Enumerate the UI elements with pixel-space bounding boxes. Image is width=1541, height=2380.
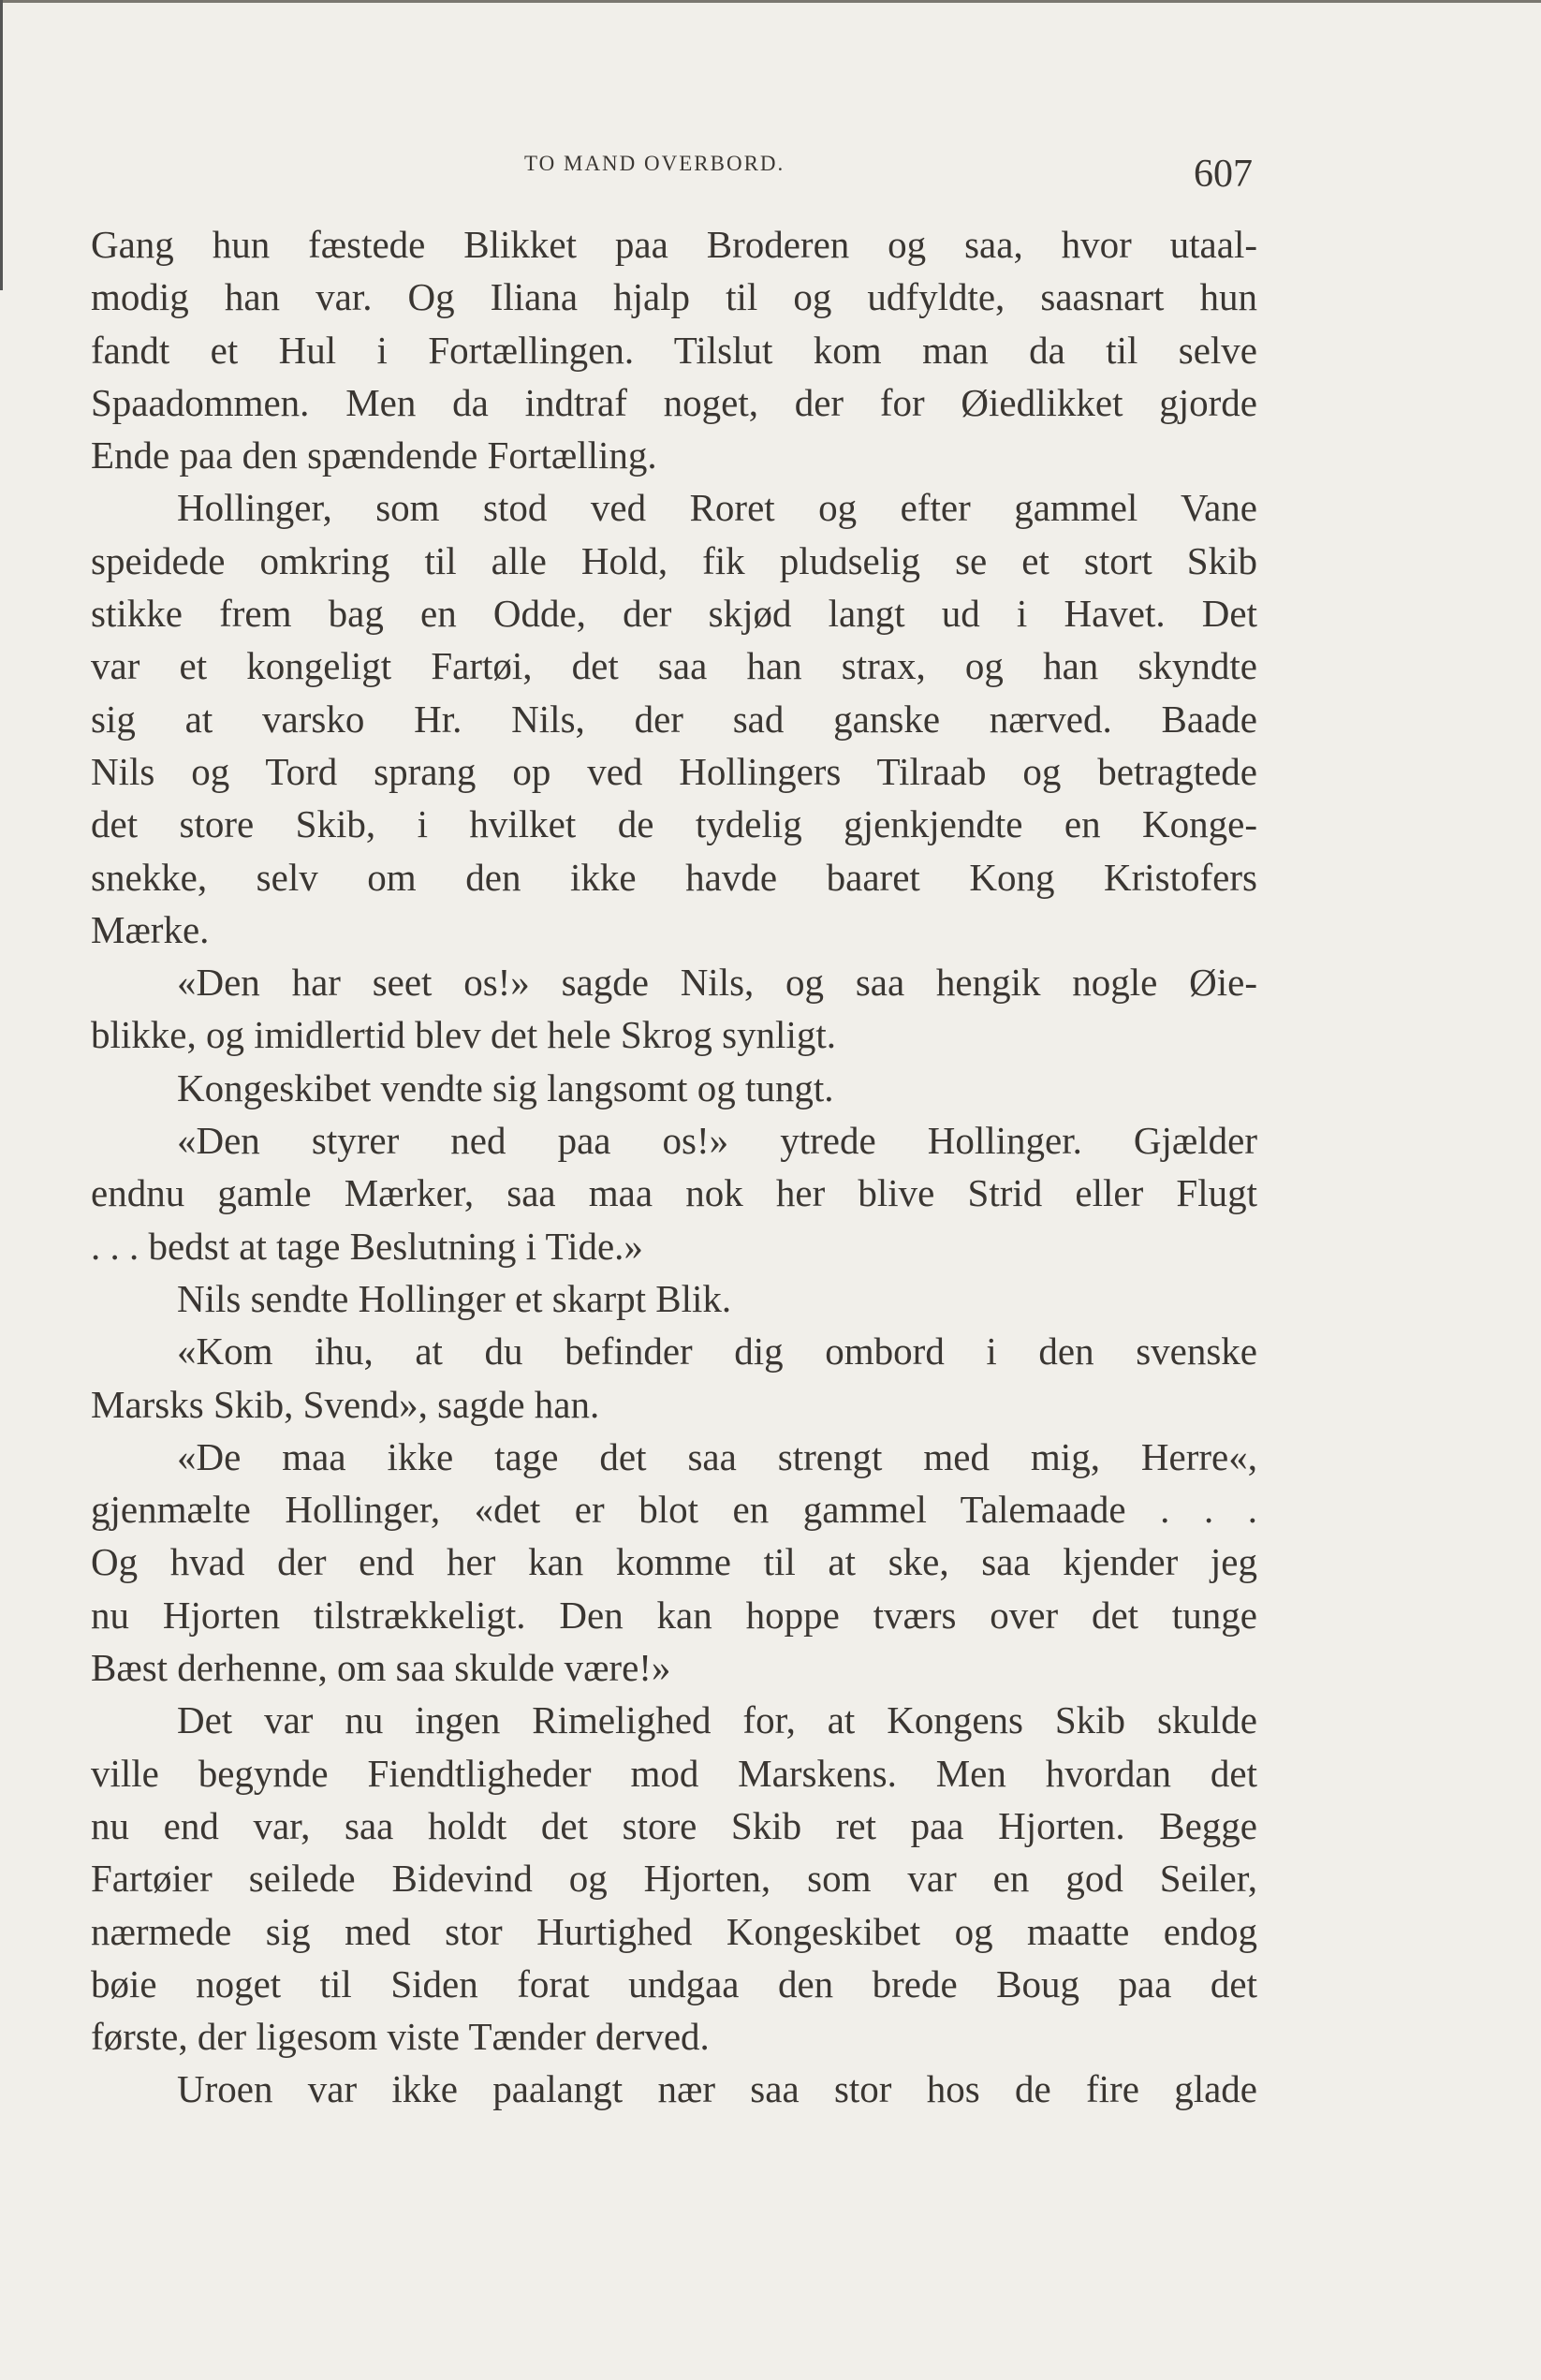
scan-left-edge — [0, 0, 3, 290]
text-line: Ende paa den spændende Fortælling. — [91, 433, 657, 477]
page-number: 607 — [1194, 153, 1253, 196]
text-line: var et kongeligt Fartøi, det saa han strax, og han skyndte — [91, 644, 1257, 688]
text-line: Fartøier seilede Bidevind og Hjorten, som var en god Seiler, — [91, 1857, 1257, 1901]
text-line: speidede omkring til alle Hold, fik pludselig se et stort Skib — [91, 538, 1257, 582]
text-line: modig han var. Og Iliana hjalp til og udfyldte, saasnart hun — [91, 275, 1257, 319]
text-line: «Den styrer ned paa os!» ytrede Hollinger. Gjælder — [177, 1119, 1257, 1163]
text-line: fandt et Hul i Fortællingen. Tilslut kom man da til selve — [91, 328, 1257, 372]
text-line: bøie noget til Siden forat undgaa den brede Boug paa det — [91, 1961, 1257, 2005]
text-line: nærmede sig med stor Hurtighed Kongeskibet og maatte endog — [91, 1909, 1257, 1953]
text-line: Gang hun fæstede Blikket paa Broderen og saa, hvor utaal- — [91, 223, 1257, 266]
text-line: sig at varsko Hr. Nils, der sad ganske nærved. Baade — [91, 697, 1257, 741]
text-line: nu Hjorten tilstrækkeligt. Den kan hoppe tværs over det tunge — [91, 1593, 1257, 1637]
text-line: . . . bedst at tage Beslutning i Tide.» — [91, 1224, 643, 1268]
text-line: gjenmælte Hollinger, «det er blot en gammel Talemaade . . . — [91, 1488, 1257, 1532]
text-line: ville begynde Fiendtligheder mod Marskens. Men hvordan det — [91, 1751, 1257, 1795]
text-line: Uroen var ikke paalangt nær saa stor hos de fire glade — [177, 2067, 1257, 2111]
text-line: nu end var, saa holdt det store Skib ret paa Hjorten. Begge — [91, 1803, 1257, 1847]
text-line: Spaadommen. Men da indtraf noget, der for Øiedlikket gjorde — [91, 380, 1257, 424]
text-line: «De maa ikke tage det saa strengt med mig, Herre«, — [177, 1434, 1257, 1478]
text-line: Og hvad der end her kan komme til at ske, saa kjender jeg — [91, 1540, 1257, 1584]
text-line: Nils sendte Hollinger et skarpt Blik. — [177, 1276, 732, 1320]
text-line: endnu gamle Mærker, saa maa nok her blive Strid eller Flugt — [91, 1171, 1257, 1215]
text-line: «Den har seet os!» sagde Nils, og saa hengik nogle Øie- — [177, 961, 1257, 1005]
text-line: Bæst derhenne, om saa skulde være!» — [91, 1646, 671, 1690]
text-line: det store Skib, i hvilket de tydelig gjenkjendte en Konge- — [91, 802, 1257, 846]
body-text — [91, 218, 1257, 2116]
text-line: blikke, og imidlertid blev det hele Skrog synligt. — [91, 1013, 836, 1057]
scan-top-edge — [0, 0, 1541, 3]
text-line: Det var nu ingen Rimelighed for, at Kongens Skib skulde — [177, 1698, 1257, 1742]
running-head: TO MAND OVERBORD. — [524, 152, 785, 175]
text-line: «Kom ihu, at du befinder dig ombord i den svenske — [177, 1330, 1257, 1374]
text-line: stikke frem bag en Odde, der skjød langt ud i Havet. Det — [91, 592, 1257, 636]
text-line: Nils og Tord sprang op ved Hollingers Tilraab og betragtede — [91, 749, 1257, 793]
text-line: Kongeskibet vendte sig langsomt og tungt. — [177, 1065, 834, 1109]
text-line: første, der ligesom viste Tænder derved. — [91, 2015, 710, 2059]
text-line: Hollinger, som stod ved Roret og efter gammel Vane — [177, 486, 1257, 530]
text-line: Mærke. — [91, 907, 210, 951]
text-line: snekke, selv om den ikke havde baaret Kong Kristofers — [91, 855, 1257, 899]
text-line: Marsks Skib, Svend», sagde han. — [91, 1382, 600, 1426]
